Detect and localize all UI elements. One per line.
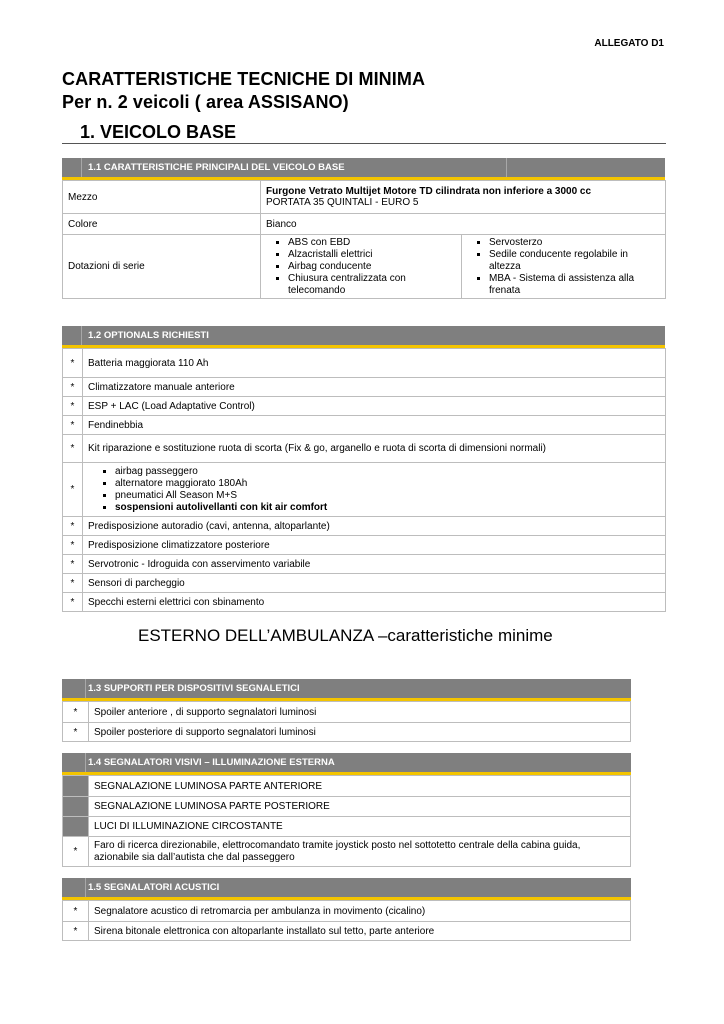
colore-value: Bianco bbox=[261, 214, 666, 235]
table-row: * Segnalatore acustico di retromarcia per ambulanza in movimento (cicalino) bbox=[63, 901, 631, 922]
table-row: * Spoiler anteriore , di supporto segnalatori luminosi bbox=[63, 702, 631, 723]
list-item: ▪ Sedile conducente regolabile in altezza bbox=[489, 249, 660, 273]
table-row: * Predisposizione autoradio (cavi, antenna, altoparlante) bbox=[63, 517, 666, 536]
list-item: ▪ airbag passeggero bbox=[115, 466, 660, 478]
list-item: ▪ pneumatici All Season M+S bbox=[115, 490, 660, 502]
section-1-4-header bbox=[62, 753, 631, 775]
list-item: ▪ Airbag conducente bbox=[288, 261, 456, 273]
segnalatori-acustici-table bbox=[62, 900, 631, 941]
table-row: * Climatizzatore manuale anteriore bbox=[63, 378, 666, 397]
segnalatori-visivi-table bbox=[62, 775, 631, 867]
section-1-5-header bbox=[62, 878, 631, 900]
section-heading-veicolo-base: 1. VEICOLO BASE bbox=[80, 122, 237, 142]
table-row bbox=[63, 235, 666, 299]
table-row: * Sensori di parcheggio bbox=[63, 574, 666, 593]
esterno-section-title: ESTERNO DELL’AMBULANZA –caratteristiche minime bbox=[138, 626, 553, 645]
section-1-2-header bbox=[62, 326, 665, 348]
table-row: SEGNALAZIONE LUMINOSA PARTE ANTERIORE bbox=[63, 776, 631, 797]
section-1-4-title: 1.4 SEGNALATORI VISIVI – ILLUMINAZIONE ESTERNA bbox=[88, 757, 335, 768]
heading-rule bbox=[62, 143, 666, 144]
table-row: * Kit riparazione e sostituzione ruota di scorta (Fix & go, arganello e ruota di scorta di dimensioni normali) bbox=[63, 435, 666, 463]
optionals-table bbox=[62, 348, 666, 612]
mezzo-label: Mezzo bbox=[63, 181, 261, 214]
section-1-3-header bbox=[62, 679, 631, 701]
dotazioni-label: Dotazioni di serie bbox=[63, 235, 261, 299]
table-row: * ESP + LAC (Load Adaptative Control) bbox=[63, 397, 666, 416]
table-row: * Batteria maggiorata 110 Ah bbox=[63, 349, 666, 378]
list-item: ▪ alternatore maggiorato 180Ah bbox=[115, 478, 660, 490]
table-row bbox=[63, 181, 666, 214]
table-row: * Servotronic - Idroguida con asservimento variabile bbox=[63, 555, 666, 574]
colore-label: Colore bbox=[63, 214, 261, 235]
supporti-table bbox=[62, 701, 631, 742]
document-subtitle: Per n. 2 veicoli ( area ASSISANO) bbox=[62, 92, 349, 112]
section-1-1-header bbox=[62, 158, 665, 180]
section-1-5-title: 1.5 SEGNALATORI ACUSTICI bbox=[88, 882, 220, 893]
allegato-label: ALLEGATO D1 bbox=[594, 38, 664, 49]
table-row bbox=[63, 214, 666, 235]
list-item: ▪ MBA - Sistema di assistenza alla frenata bbox=[489, 273, 660, 297]
dotazioni-col2 bbox=[462, 235, 666, 299]
dotazioni-col1 bbox=[261, 235, 462, 299]
table-row: * ▪ airbag passeggero ▪ alternatore maggiorato 180Ah ▪ pneumatici All Season M+S ▪ sospensioni autolivellanti con kit air comfort bbox=[63, 463, 666, 517]
mezzo-value: Furgone Vetrato Multijet Motore TD cilindrata non inferiore a 3000 cc PORTATA 35 QUINTALI - EURO 5 bbox=[261, 181, 666, 214]
list-item: ▪ Chiusura centralizzata con telecomando bbox=[288, 273, 456, 297]
table-row: * Fendinebbia bbox=[63, 416, 666, 435]
table-row: * Specchi esterni elettrici con sbinamento bbox=[63, 593, 666, 612]
section-1-3-title: 1.3 SUPPORTI PER DISPOSITIVI SEGNALETICI bbox=[88, 683, 300, 694]
section-1-1-title: 1.1 CARATTERISTICHE PRINCIPALI DEL VEICOLO BASE bbox=[88, 162, 345, 173]
table-row: * Sirena bitonale elettronica con altoparlante installato sul tetto, parte anteriore bbox=[63, 922, 631, 941]
document-title: CARATTERISTICHE TECNICHE DI MINIMA bbox=[62, 69, 426, 89]
main-characteristics-table bbox=[62, 180, 666, 299]
list-item: ▪ sospensioni autolivellanti con kit air comfort bbox=[115, 502, 660, 514]
table-row: * Faro di ricerca direzionabile, elettrocomandato tramite joystick posto nel sottotetto centrale della cabina guida, azionabile sia dall’autista che dal passeggero bbox=[63, 837, 631, 867]
table-row: * Predisposizione climatizzatore posteriore bbox=[63, 536, 666, 555]
list-item: ▪ Servosterzo bbox=[489, 237, 660, 249]
table-row: SEGNALAZIONE LUMINOSA PARTE POSTERIORE bbox=[63, 797, 631, 817]
table-row: LUCI DI ILLUMINAZIONE CIRCOSTANTE bbox=[63, 817, 631, 837]
list-item: ▪ ABS con EBD bbox=[288, 237, 456, 249]
list-item: ▪ Alzacristalli elettrici bbox=[288, 249, 456, 261]
table-row: * Spoiler posteriore di supporto segnalatori luminosi bbox=[63, 723, 631, 742]
section-1-2-title: 1.2 OPTIONALS RICHIESTI bbox=[88, 330, 209, 341]
